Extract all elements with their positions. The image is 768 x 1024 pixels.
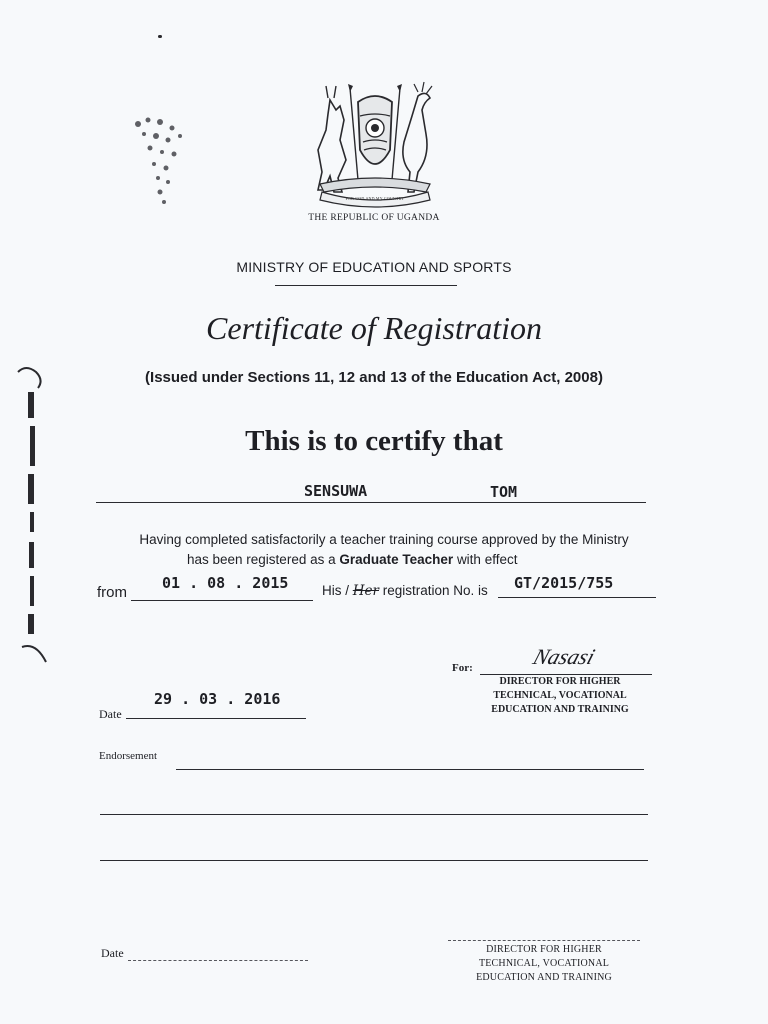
certify-heading: This is to certify that	[245, 425, 503, 457]
signature-title-line-3: EDUCATION AND TRAINING	[491, 704, 629, 715]
footer-title-line-1: DIRECTOR FOR HIGHER	[486, 944, 602, 955]
from-label: from	[97, 584, 127, 601]
his-text: His /	[322, 583, 349, 598]
certificate-title: Certificate of Registration	[206, 310, 542, 346]
signature-title-line-2: TECHNICAL, VOCATIONAL	[493, 690, 627, 701]
binding-edge-marks	[12, 362, 58, 672]
footer-title	[448, 943, 640, 985]
signature-title	[470, 675, 650, 717]
endorsement-label: Endorsement	[99, 750, 158, 762]
ministry-underline	[275, 285, 457, 286]
name-underline	[96, 502, 646, 503]
for-label: For:	[452, 662, 473, 674]
footer-title-line-3: EDUCATION AND TRAINING	[476, 972, 612, 983]
signature-title-line-1: DIRECTOR FOR HIGHER	[499, 676, 621, 687]
effective-date: 01 . 08 . 2015	[162, 574, 289, 592]
registration-number: GT/2015/755	[514, 574, 614, 592]
registration-label	[322, 583, 488, 599]
body-line-1: Having completed satisfactorily a teacher training course approved by the Ministry	[139, 532, 629, 547]
issue-date: 29 . 03 . 2016	[154, 690, 281, 708]
with-effect-text: with effect	[456, 552, 518, 567]
endorsement-line-2	[100, 814, 648, 815]
holder-given-name: TOM	[490, 483, 518, 501]
footer-signature-line	[448, 940, 640, 941]
issue-date-label: Date	[99, 707, 122, 721]
struck-her-text: Her	[352, 583, 379, 599]
body-line-2	[187, 552, 517, 567]
teacher-category: Graduate Teacher	[339, 552, 454, 567]
endorsement-line-3	[100, 860, 648, 861]
holder-surname: SENSUWA	[304, 482, 368, 500]
faded-stamp-mark	[126, 110, 196, 210]
footer-title-line-2: TECHNICAL, VOCATIONAL	[478, 958, 610, 969]
motto-ribbon-text: FOR GOD AND MY COUNTRY	[345, 196, 405, 201]
signature: Nasasi	[530, 644, 599, 669]
registration-no-label: registration No. is	[382, 583, 488, 598]
effective-date-underline	[131, 600, 313, 601]
registration-underline	[498, 597, 656, 598]
registered-text: has been registered as a	[187, 552, 336, 567]
endorsement-line-1	[176, 769, 644, 770]
ministry-label: MINISTRY OF EDUCATION AND SPORTS	[236, 259, 512, 275]
paper-speck	[158, 35, 162, 38]
footer-date-label: Date	[101, 946, 124, 960]
coat-of-arms-emblem	[300, 80, 450, 208]
republic-label: THE REPUBLIC OF UGANDA	[308, 213, 440, 223]
footer-date-line	[128, 960, 308, 961]
issue-date-line	[126, 718, 306, 719]
certificate-subtitle: (Issued under Sections 11, 12 and 13 of the Education Act, 2008)	[145, 369, 603, 386]
